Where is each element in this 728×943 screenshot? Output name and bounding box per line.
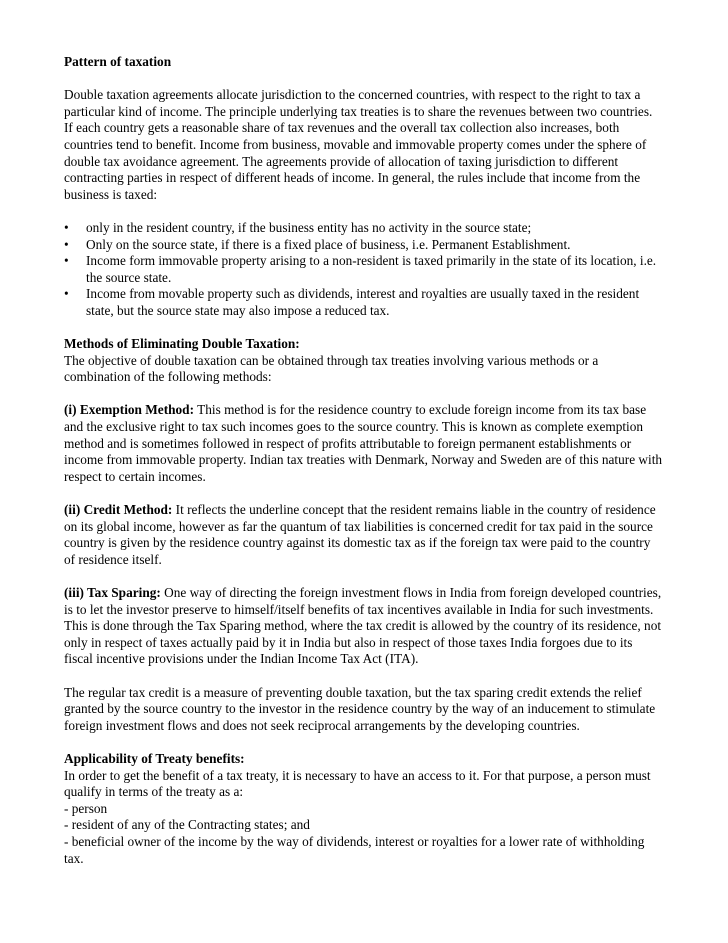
document-title: Pattern of taxation: [64, 54, 172, 69]
tax-sparing-text: One way of directing the foreign investment flows in India from foreign developed countries, is to let the investor preserve to himself/itself benefits of tax incentives available in India for such investments. This is done through the Tax Sparing method, where the tax credit is allowed by the country of its residence, not only in respect of taxes actually paid by it in India but also in respect of those taxes India forgoes due to its fiscal incentive provisions under the Indian Income Tax Act (ITA).: [64, 585, 662, 667]
exemption-method-paragraph: [64, 402, 664, 485]
regular-credit-paragraph: The regular tax credit is a measure of preventing double taxation, but the tax sparing credit extends the relief granted by the source country to the investor in the residence country by the way of an inducement to stimulate foreign investment flows and does not seek reciprocal arrangements by the developing countries.: [64, 684, 656, 733]
qualification-list: [64, 801, 664, 867]
list-item-text: Only on the source state, if there is a fixed place of business, i.e. Permanent Establishment.: [86, 236, 571, 252]
list-item-text: only in the resident country, if the business entity has no activity in the source state;: [86, 219, 532, 235]
credit-method-text: It reflects the underline concept that the resident remains liable in the country of residence on its global income, however as far the quantum of tax liabilities is concerned credit for tax paid in the source country is given by the residence country against its domestic tax as if the foreign tax were paid to the country of residence itself.: [64, 502, 656, 567]
bullet-icon: •: [64, 286, 69, 302]
list-item: [64, 237, 664, 254]
applicability-intro: In order to get the benefit of a tax treaty, it is necessary to have an access to it. For that purpose, a person must qualify in terms of the treaty as a:: [64, 767, 651, 800]
tax-sparing-paragraph: [64, 585, 664, 668]
methods-heading: Methods of Eliminating Double Taxation:: [64, 336, 300, 352]
list-item: - resident of any of the Contracting states; and: [64, 817, 310, 833]
list-item: [64, 220, 664, 237]
exemption-method-label: (i) Exemption Method:: [64, 402, 195, 418]
list-item: - beneficial owner of the income by the way of dividends, interest or royalties for a lower rate of withholding tax.: [64, 833, 645, 866]
credit-method-label: (ii) Credit Method:: [64, 502, 173, 518]
intro-paragraph: Double taxation agreements allocate jurisdiction to the concerned countries, with respect to the right to tax a particular kind of income. The principle underlying tax treaties is to share the revenues between two countries. If each country gets a reasonable share of tax revenues and the overall tax collection also increases, both countries tend to benefit. Income from business, movable and immovable property comes under the sphere of double tax avoidance agreement. The agreements provide of allocation of taxing jurisdiction to different contracting parties in respect of different heads of income. In general, the rules include that income from the business is taxed:: [64, 87, 653, 202]
bullet-icon: •: [64, 236, 69, 252]
list-item-text: Income from movable property such as dividends, interest and royalties are usually taxed in the resident state, but the source state may also impose a reduced tax.: [86, 286, 640, 318]
list-item: - person: [64, 800, 108, 816]
credit-method-paragraph: [64, 502, 664, 568]
exemption-method-text: This method is for the residence country to exclude foreign income from its tax base and the exclusive right to tax such incomes goes to the source country. This is known as complete exemption method and is sometimes followed in respect of profits attributable to foreign permanent establishments or income from immovable property. Indian tax treaties with Denmark, Norway and Sweden are of this nature with respect to certain incomes.: [64, 402, 663, 484]
tax-sparing-label: (iii) Tax Sparing:: [64, 585, 161, 600]
applicability-heading: Applicability of Treaty benefits:: [64, 750, 245, 766]
list-item: [64, 286, 664, 319]
bullet-icon: •: [64, 219, 69, 235]
list-item-text: Income form immovable property arising to a non-resident is taxed primarily in the state of its location, i.e. the source state.: [86, 253, 657, 285]
document-page: [64, 54, 664, 867]
methods-intro: The objective of double taxation can be obtained through tax treaties involving various methods or a combination of the following methods:: [64, 352, 599, 385]
taxation-rules-list: [64, 220, 664, 320]
bullet-icon: •: [64, 253, 69, 269]
list-item: [64, 253, 664, 286]
